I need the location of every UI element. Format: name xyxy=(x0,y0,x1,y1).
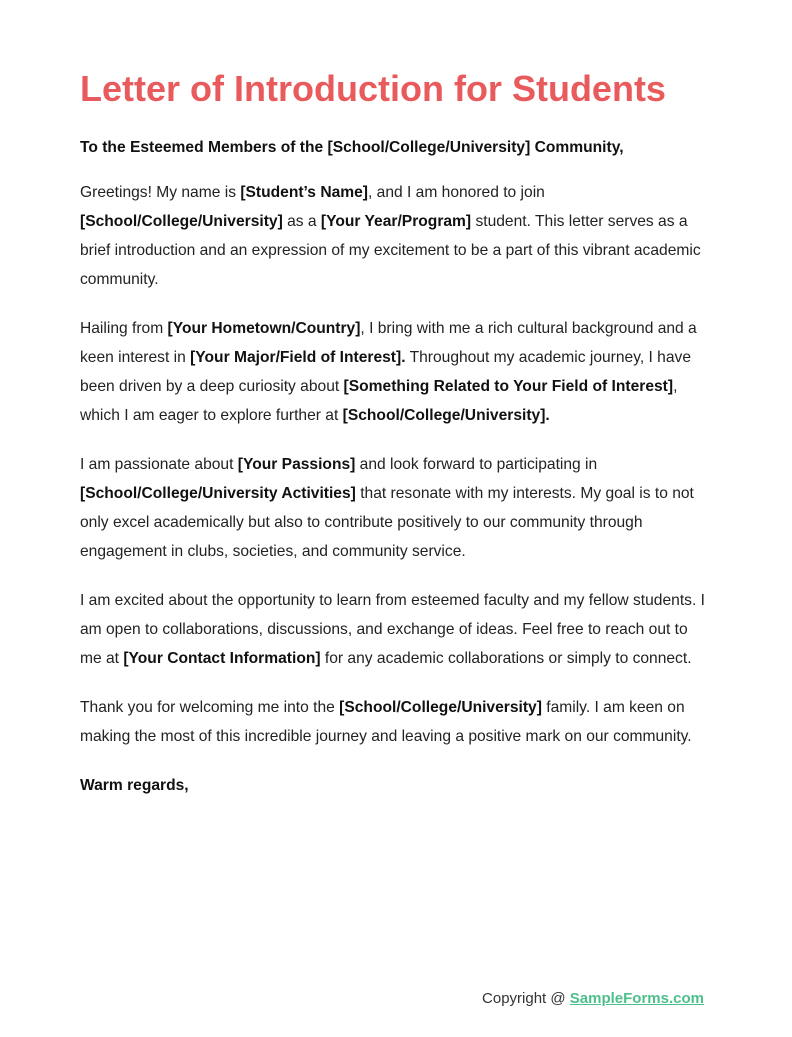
text-segment: I am excited about the opportunity to learn from esteemed faculty and my fellow students. I am open to collaborations, discussions, and exchange of ideas. Feel free to reach out to me at xyxy=(80,592,705,667)
footer xyxy=(482,990,704,1007)
letter-paragraphs xyxy=(80,178,710,751)
letter-body xyxy=(80,133,710,820)
paragraph xyxy=(80,450,710,566)
paragraph xyxy=(80,314,710,430)
text-segment: Thank you for welcoming me into the xyxy=(80,699,340,716)
copyright-text: Copyright @ xyxy=(482,990,570,1007)
placeholder-field: [Your Year/Program] xyxy=(320,213,472,230)
text-segment: as a xyxy=(282,213,321,230)
paragraph xyxy=(80,586,710,673)
text-segment: I am passionate about xyxy=(80,456,238,473)
placeholder-field: [Student’s Name] xyxy=(240,184,368,201)
placeholder-field: [School/College/University] xyxy=(80,213,283,230)
placeholder-field: [Your Hometown/Country] xyxy=(167,320,361,337)
paragraph xyxy=(80,693,710,751)
paragraph xyxy=(80,178,710,294)
text-segment: , which I am eager to explore further at xyxy=(80,378,678,424)
closing: Warm regards, xyxy=(80,777,189,794)
text-segment: Throughout my academic journey, I have been driven by a deep curiosity about xyxy=(80,349,691,395)
placeholder-field: [School/College/University Activities] xyxy=(80,485,356,502)
placeholder-field: [Your Major/Field of Interest]. xyxy=(190,349,406,366)
text-segment: and look forward to participating in xyxy=(355,456,598,473)
placeholder-field: [Your Contact Information] xyxy=(123,650,321,667)
placeholder-field: [School/College/University] xyxy=(339,699,542,716)
sampleforms-link[interactable]: SampleForms.com xyxy=(569,990,704,1007)
page-title: Letter of Introduction for Students xyxy=(80,68,666,109)
text-segment: , I bring with me a rich cultural background and a keen interest in xyxy=(80,320,697,366)
text-segment: that resonate with my interests. My goal is to not only excel academically but also to contribute positively to our community through engagement in clubs, societies, and community service. xyxy=(80,485,694,560)
placeholder-field: [Your Passions] xyxy=(237,456,356,473)
placeholder-field: [School/College/University]. xyxy=(342,407,550,424)
text-segment: Hailing from xyxy=(80,320,168,337)
placeholder-field: [Something Related to Your Field of Interest] xyxy=(343,378,674,395)
text-segment: student. This letter serves as a brief introduction and an expression of my excitement to be a part of this vibrant academic community. xyxy=(80,213,701,288)
text-segment: Greetings! My name is xyxy=(80,184,241,201)
text-segment: for any academic collaborations or simply to connect. xyxy=(320,650,692,667)
salutation: To the Esteemed Members of the [School/College/University] Community, xyxy=(80,139,624,156)
text-segment: family. I am keen on making the most of this incredible journey and leaving a positive mark on our community. xyxy=(80,699,692,745)
text-segment: , and I am honored to join xyxy=(367,184,545,201)
